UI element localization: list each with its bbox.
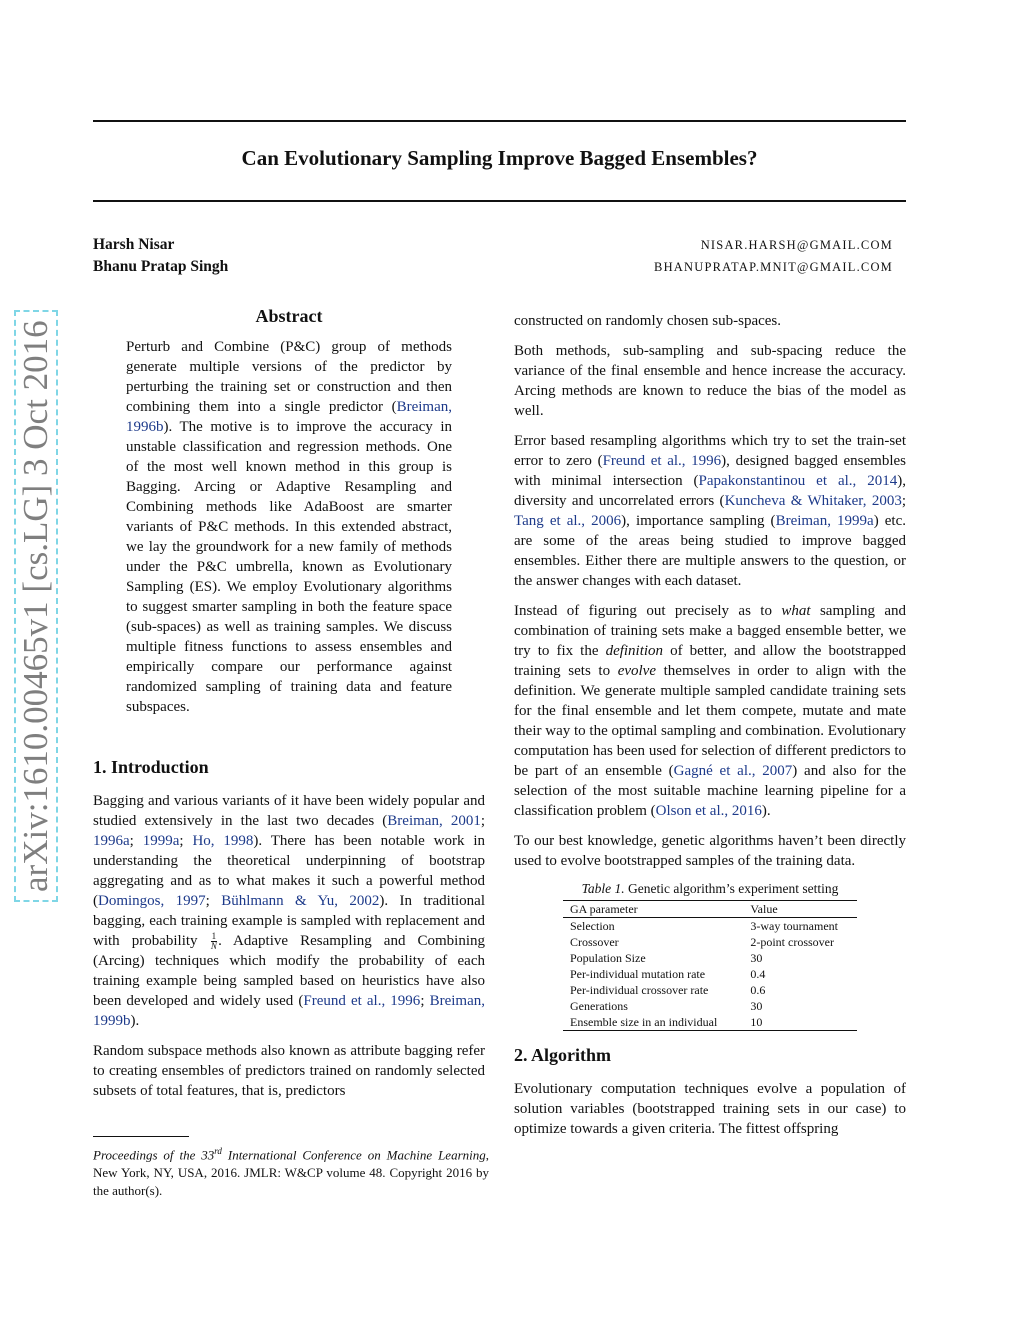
- citation-link[interactable]: 1996a: [93, 833, 130, 849]
- table-cell: 2-point crossover: [750, 935, 834, 949]
- left-column: [93, 306, 485, 1101]
- citation-link[interactable]: Freund et al., 1996: [602, 453, 722, 469]
- intro-paragraph-3: Both methods, sub-sampling and sub-spacing reduce the variance of the final ensemble and hence increase the accuracy. Arcing methods are known to reduce the bias of the model as well.: [514, 343, 906, 419]
- author-name: Harsh Nisar: [93, 236, 175, 253]
- table-cell: 30: [750, 951, 763, 965]
- abstract-heading: Abstract: [255, 306, 323, 326]
- footnote-text: Proceedings of the 33rd International Conference on Machine Learning, New York, NY, USA, 2016. JMLR: W&CP volume 48. Copyright 2016 by the author(s).: [93, 1146, 489, 1199]
- table-cell: Generations: [570, 999, 628, 1013]
- table-cell: 0.6: [750, 983, 766, 997]
- citation-link[interactable]: Papakonstantinou et al., 2014: [698, 473, 898, 489]
- table-cell: 0.4: [750, 967, 766, 981]
- table-cell: 3-way tournament: [750, 919, 838, 933]
- intro-paragraph-6: To our best knowledge, genetic algorithms haven’t been directly used to evolve bootstrapped samples of the training data.: [514, 833, 906, 869]
- table-header-cell: GA parameter: [563, 901, 743, 918]
- table-row: [563, 1014, 857, 1031]
- author-block: [93, 234, 893, 278]
- intro-paragraph-5: Instead of figuring out precisely as to what sampling and combination of training sets make a bagged ensemble better, we try to fix the definition of better, and allow the bootstrapped training sets to evolve themselves in order to align with the definition. We generate multiple sampled candidate training sets for the final ensemble and let them compete, mutate and mate their way to the optimal sampling and combination. Evolutionary computation has been used for selection of different predictors to be part of an ensemble (Gagné et al., 2007) and also for the selection of the most suitable machine learning pipeline for a classification problem (Olson et al., 2016).: [514, 603, 907, 819]
- intro-paragraph-1: Bagging and various variants of it have been widely popular and studied extensively in the last two decades (Breiman, 2001; 1996a; 1999a; Ho, 1998). There has been notable work in understanding the theoretical underpinning of bootstrap aggregating and as to what makes it such a powerful method (Domingos, 1997; Bühlmann & Yu, 2002). In traditional bagging, each training example is sampled with replacement and with probability $\frac{1}{N}$ . Adaptive Resampling and Combining (Arcing) techniques which modify the probability of each training example being sampled based on heuristics have also been developed and widely used (Freund et al., 1996; Breiman, 1999b).: [93, 793, 486, 1030]
- author-email[interactable]: BHANUPRATAP.MNIT@GMAIL.COM: [654, 260, 893, 274]
- section-heading-introduction: 1. Introduction: [93, 757, 209, 777]
- algorithm-paragraph-1: Evolutionary computation techniques evolve a population of solution variables (bootstrapped training sets in our case) to optimize towards a given criteria. The fittest offspring: [514, 1081, 906, 1137]
- citation-link[interactable]: Domingos, 1997: [98, 893, 206, 909]
- paper-title: Can Evolutionary Sampling Improve Bagged Ensembles?: [241, 146, 758, 170]
- table-row: [563, 950, 857, 966]
- table-row: [563, 918, 857, 935]
- right-column: [514, 311, 906, 1139]
- table-row: [563, 966, 857, 982]
- footnote-rule: [93, 1136, 189, 1137]
- table-caption: Table 1. Genetic algorithm’s experiment setting: [581, 881, 839, 896]
- table-header-cell: Value: [743, 901, 857, 918]
- author-name: Bhanu Pratap Singh: [93, 258, 229, 275]
- citation-link[interactable]: Breiman, 1999b: [93, 993, 485, 1030]
- author-row: [93, 256, 893, 278]
- citation-link[interactable]: Freund et al., 1996: [303, 993, 421, 1010]
- citation-link[interactable]: Kuncheva & Whitaker, 2003: [724, 493, 902, 509]
- table-cell: Crossover: [570, 935, 619, 949]
- title-bottom-rule: [93, 200, 906, 202]
- citation-link[interactable]: Olson et al., 2016: [655, 803, 762, 819]
- table-cell: 30: [750, 999, 763, 1013]
- top-rule: [93, 120, 906, 122]
- table-row: [563, 982, 857, 998]
- table-cell: Selection: [570, 919, 615, 933]
- citation-link[interactable]: 1999a: [142, 833, 180, 849]
- table-cell: Per-individual mutation rate: [570, 967, 706, 981]
- table-cell: Population Size: [570, 951, 646, 965]
- intro-paragraph-2: Random subspace methods also known as attribute bagging refer to creating ensembles of predictors trained on randomly selected subsets of total features, that is, predictors: [93, 1043, 485, 1100]
- ga-settings-table: [563, 900, 857, 1031]
- author-email[interactable]: NISAR.HARSH@GMAIL.COM: [700, 238, 893, 252]
- intro-paragraph-4: Error based resampling algorithms which try to set the train-set error to zero (Freund et al., 1996), designed bagged ensembles with minimal intersection (Papakonstantinou et al., 2014), diversity and uncorrelated errors (Kuncheva & Whitaker, 2003; Tang et al., 2006), importance sampling (Breiman, 1999a) etc. are some of the areas being studied to improve bagged ensembles. Either there are multiple answers to the question, or the answer changes with each dataset.: [514, 433, 907, 589]
- citation-link[interactable]: Gagné et al., 2007: [673, 763, 793, 779]
- footnote: [93, 1136, 489, 1200]
- intro-paragraph-2-continued: constructed on randomly chosen sub-spaces.: [514, 313, 782, 329]
- fraction-one-over-n: $\frac{1}{N}$: [210, 931, 217, 952]
- table-cell: Per-individual crossover rate: [570, 983, 709, 997]
- citation-link[interactable]: Breiman, 2001: [387, 813, 481, 829]
- table-row: [563, 998, 857, 1014]
- author-row: [93, 234, 893, 256]
- citation-link[interactable]: Bühlmann & Yu, 2002: [221, 893, 380, 909]
- citation-link[interactable]: Breiman, 1999a: [775, 513, 874, 529]
- table-cell: Ensemble size in an individual: [563, 1014, 743, 1031]
- citation-link[interactable]: Breiman, 1996b: [126, 399, 452, 435]
- arxiv-stamp[interactable]: arXiv:1610.00465v1 [cs.LG] 3 Oct 2016: [14, 310, 58, 902]
- table-cell: 10: [743, 1014, 857, 1031]
- table-row: [563, 934, 857, 950]
- table-header-row: [563, 901, 857, 918]
- citation-link[interactable]: Tang et al., 2006: [514, 513, 622, 529]
- abstract-body: Perturb and Combine (P&C) group of methods generate multiple versions of the predictor by perturbing the training set or construction and then combining them into a single predictor (Breiman, 1996b). The motive is to improve the accuracy in unstable classification and regression methods. One of the most well known method in this group is Bagging. Arcing or Adaptive Resampling and Combining methods like AdaBoost are smarter variants of P&C methods. In this extended abstract, we lay the groundwork for a new family of methods under the P&C umbrella, known as Evolutionary Sampling (ES). We employ Evolutionary algorithms to suggest smarter sampling in both the feature space (sub-spaces) as well as training samples. We discuss multiple fitness functions to assess ensembles and empirically compare our performance against randomized sampling of training data and feature subspaces.: [126, 339, 452, 715]
- section-heading-algorithm: 2. Algorithm: [514, 1045, 611, 1065]
- citation-link[interactable]: Ho, 1998: [192, 833, 254, 849]
